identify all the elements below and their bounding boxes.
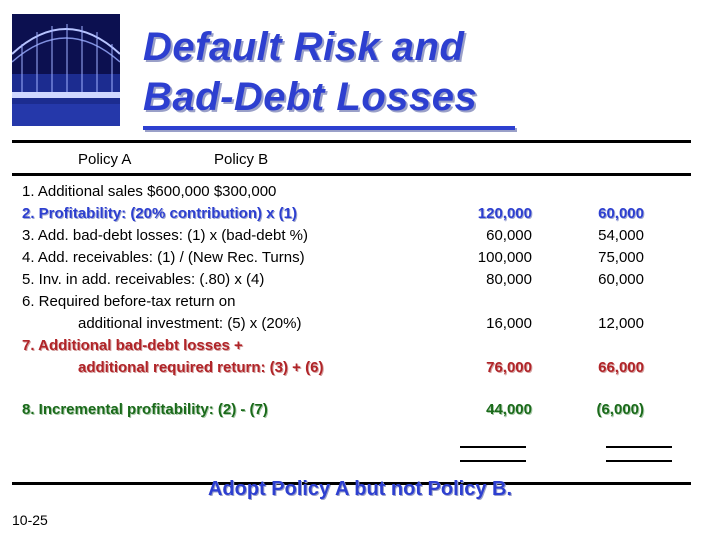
conclusion-text: Adopt Policy A but not Policy B.: [207, 478, 513, 500]
policy-a-value: 16,000: [486, 315, 532, 332]
header-policy-b: Policy B: [214, 151, 269, 168]
row-label: 7. Additional bad-debt losses +: [22, 337, 243, 354]
policy-a-value: 60,000: [486, 227, 532, 244]
table-header-rule: [12, 173, 691, 176]
row-label: 6. Required before-tax return on: [22, 293, 236, 310]
title-line-2: Bad-Debt Losses: [143, 75, 478, 119]
row-label: additional investment: (5) x (20%): [78, 315, 302, 332]
title-line-1: Default Risk and: [143, 25, 465, 69]
policy-b-value: 60,000: [598, 205, 644, 222]
table-row: [22, 401, 712, 423]
policy-a-value: 76,000: [486, 359, 532, 376]
slide-number: 10-25: [12, 512, 48, 528]
row-label: 5. Inv. in add. receivables: (.80) x (4): [22, 271, 265, 288]
table-row: [22, 337, 712, 359]
policy-b-value: 66,000: [598, 359, 644, 376]
policy-b-value: (6,000): [596, 401, 644, 418]
table-row: [22, 359, 712, 381]
row-label: 8. Incremental profitability: (2) - (7): [22, 401, 268, 418]
table-row: [22, 293, 712, 315]
double-underline-policy-a: [460, 460, 526, 462]
slide-title: [143, 22, 477, 122]
row-label: 4. Add. receivables: (1) / (New Rec. Turns): [22, 249, 305, 266]
table-row: [22, 205, 712, 227]
title-underline: [143, 126, 515, 130]
policy-b-value: 60,000: [598, 271, 644, 288]
policy-a-value: 80,000: [486, 271, 532, 288]
underline-policy-a: [460, 446, 526, 448]
double-underline-policy-b: [606, 460, 672, 462]
analysis-table: [22, 183, 712, 423]
header-policy-a: Policy A: [78, 151, 132, 168]
row-label: 1. Additional sales $600,000 $300,000: [22, 183, 277, 200]
policy-b-value: 75,000: [598, 249, 644, 266]
policy-a-value: 100,000: [477, 249, 532, 266]
policy-a-value: 120,000: [477, 205, 532, 222]
table-row: [22, 315, 712, 337]
table-top-rule: [12, 140, 691, 143]
table-row: [22, 227, 712, 249]
table-row: [22, 183, 712, 205]
underline-policy-b: [606, 446, 672, 448]
row-label: 3. Add. bad-debt losses: (1) x (bad-debt %): [22, 227, 308, 244]
policy-a-value: 44,000: [486, 401, 532, 418]
bridge-photo-logo: [12, 14, 120, 126]
table-row: [22, 271, 712, 293]
row-label: 2. Profitability: (20% contribution) x (1): [22, 205, 298, 222]
policy-b-value: 12,000: [598, 315, 644, 332]
policy-b-value: 54,000: [598, 227, 644, 244]
table-row: [22, 249, 712, 271]
table-row: [22, 381, 712, 401]
row-label: additional required return: (3) + (6): [78, 359, 324, 376]
